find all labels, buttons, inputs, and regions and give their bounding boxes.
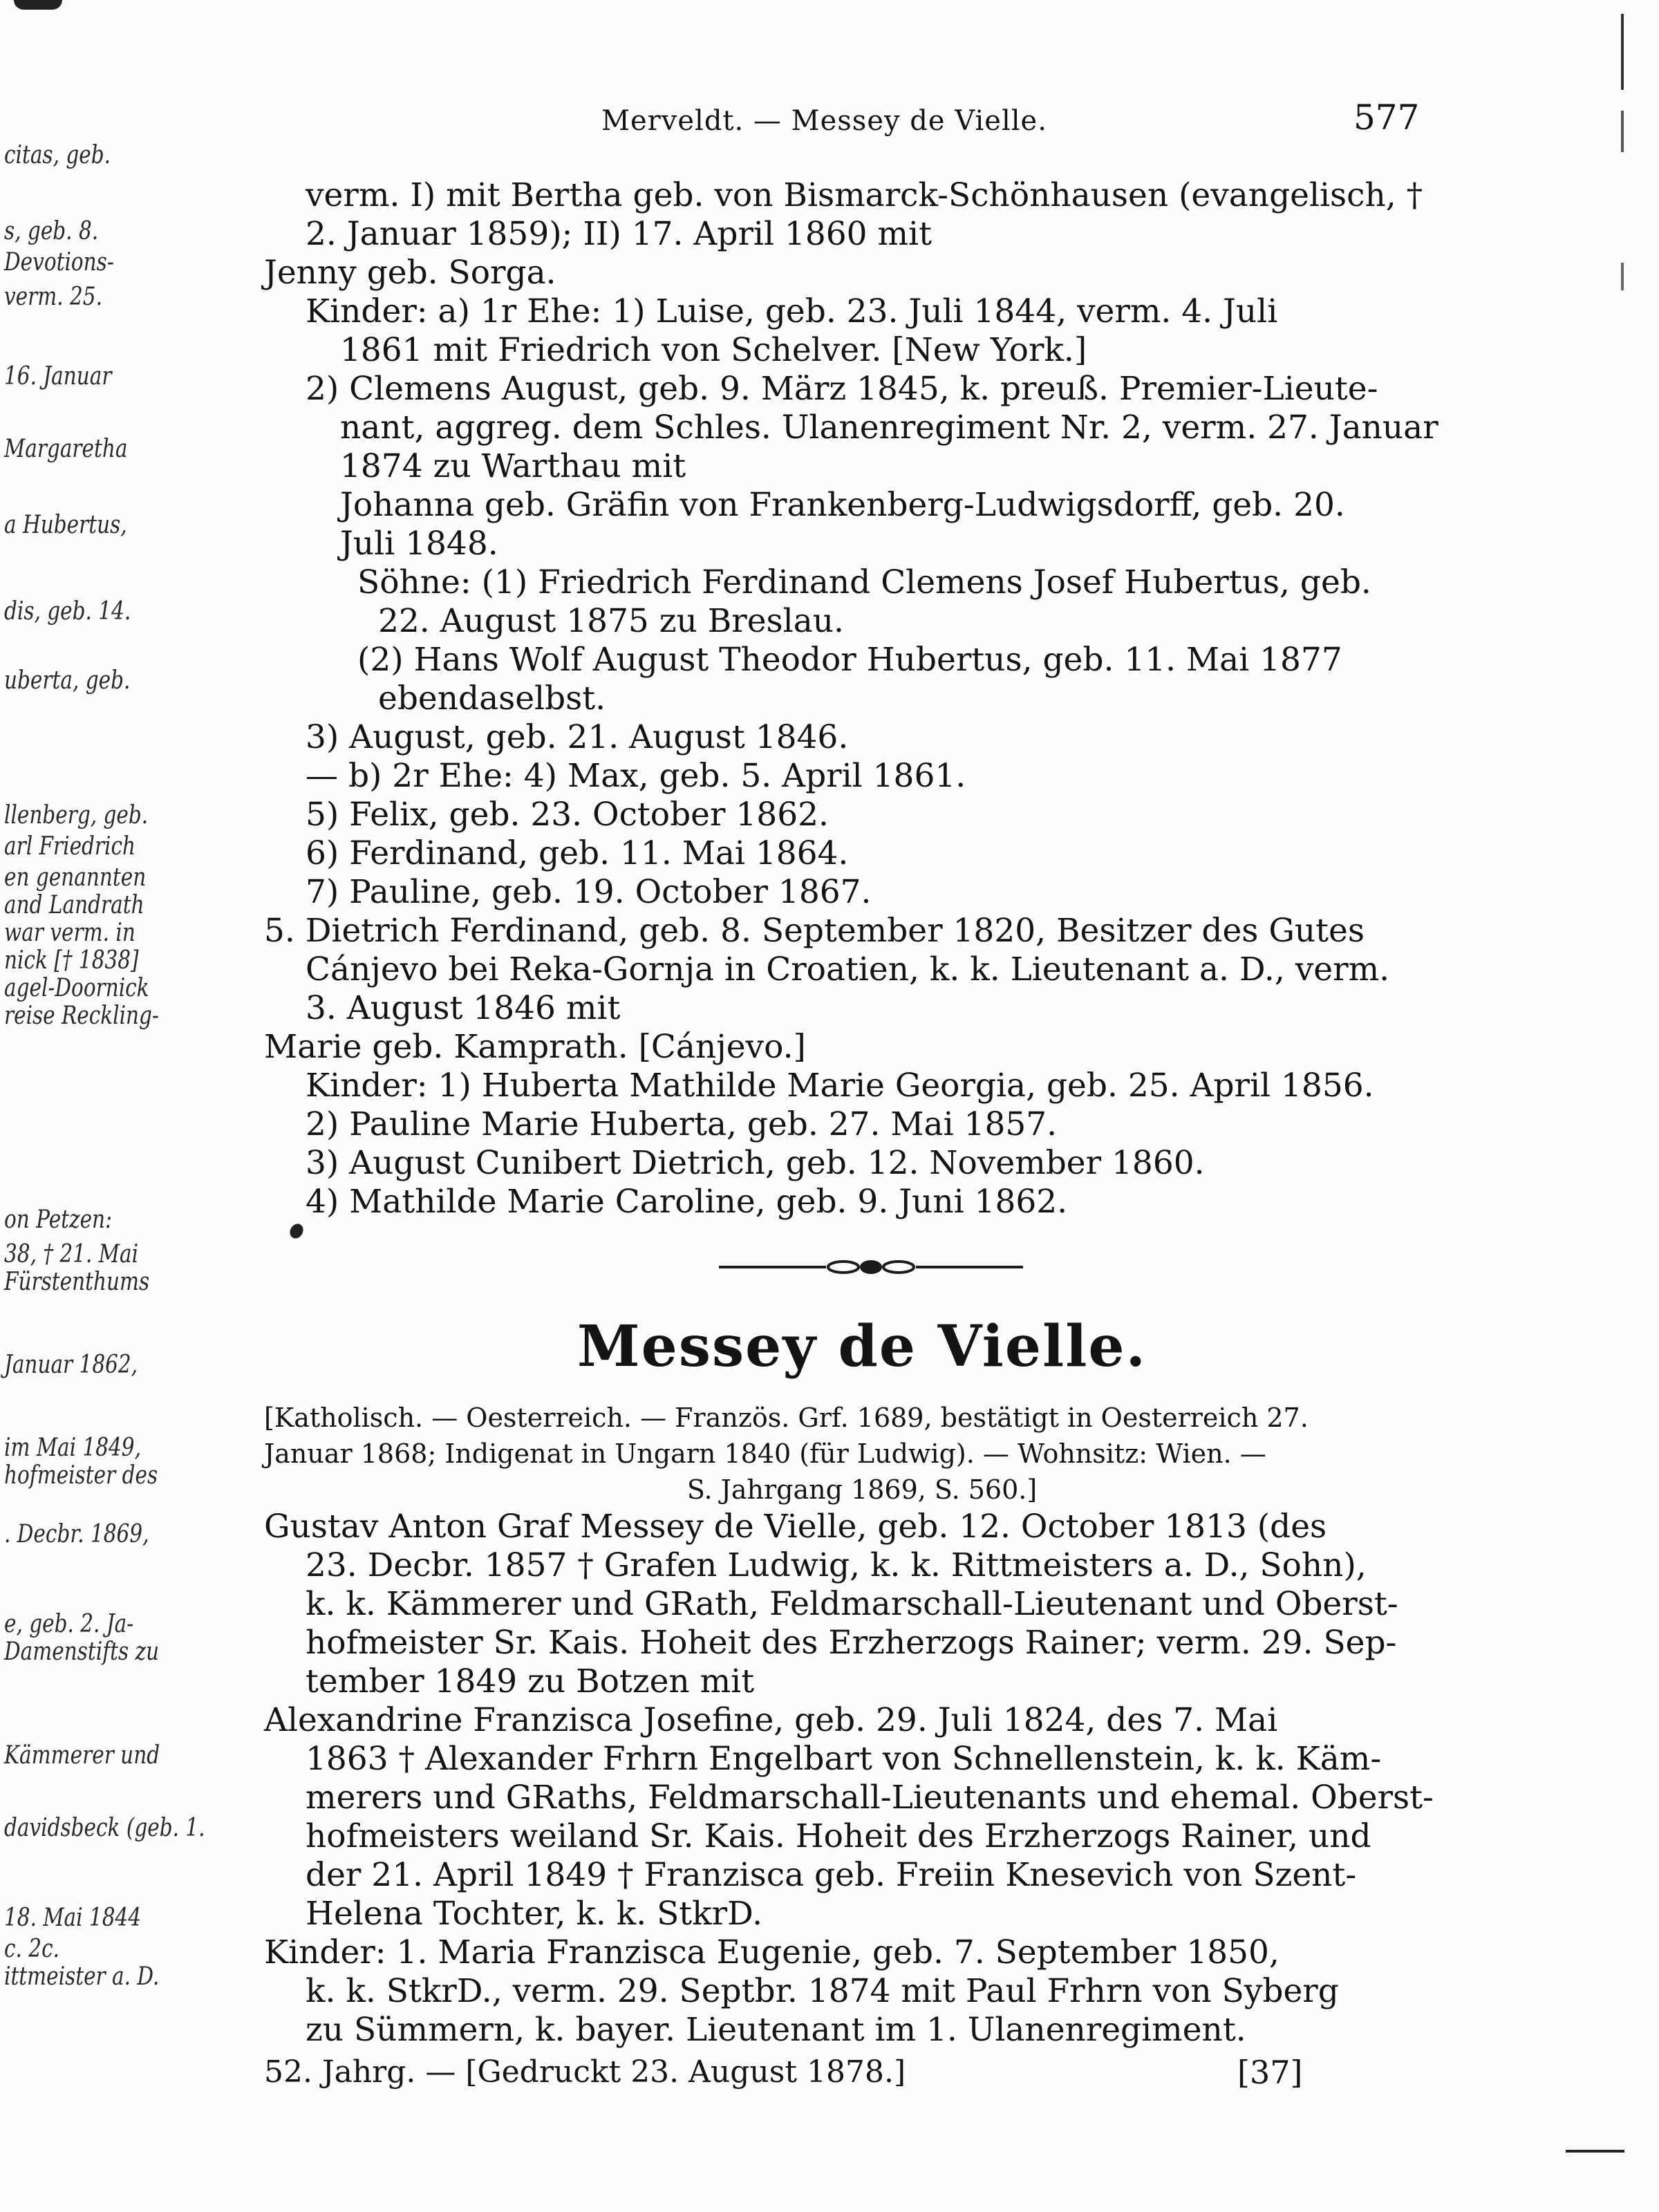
text-line: Kinder: 1) Huberta Mathilde Marie Georgia, geb. 25. April 1856. bbox=[306, 1067, 1374, 1105]
ink-blot bbox=[288, 1221, 306, 1241]
text-line: — b) 2r Ehe: 4) Max, geb. 5. April 1861. bbox=[306, 757, 966, 795]
margin-fragment: Damenstifts zu bbox=[4, 1638, 160, 1666]
margin-fragment: verm. 25. bbox=[4, 283, 102, 311]
text-line: 23. Decbr. 1857 † Grafen Ludwig, k. k. Rittmeisters a. D., Sohn), bbox=[306, 1546, 1367, 1584]
family-intro-line: Januar 1868; Indigenat in Ungarn 1840 (für Ludwig). — Wohnsitz: Wien. — bbox=[264, 1438, 1266, 1469]
margin-fragment: 18. Mai 1844 bbox=[4, 1904, 142, 1932]
text-line: 5) Felix, geb. 23. October 1862. bbox=[306, 796, 829, 834]
text-line: Juli 1848. bbox=[340, 525, 498, 563]
margin-fragment: davidsbeck (geb. 1. bbox=[4, 1814, 205, 1842]
text-line: tember 1849 zu Botzen mit bbox=[306, 1662, 755, 1700]
margin-fragment: uberta, geb. bbox=[4, 666, 131, 695]
margin-fragment: hofmeister des bbox=[4, 1461, 158, 1490]
text-line: 3) August, geb. 21. August 1846. bbox=[306, 718, 849, 756]
margin-fragment: dis, geb. 14. bbox=[4, 597, 131, 626]
text-line: Gustav Anton Graf Messey de Vielle, geb. 12. October 1813 (des bbox=[264, 1508, 1327, 1546]
margin-fragment: reise Reckling- bbox=[4, 1002, 159, 1030]
text-line: 3) August Cunibert Dietrich, geb. 12. November 1860. bbox=[306, 1144, 1205, 1182]
text-line: 2) Clemens August, geb. 9. März 1845, k. preuß. Premier-Lieute- bbox=[306, 370, 1378, 408]
margin-fragment: arl Friedrich bbox=[4, 832, 136, 861]
text-line: k. k. StkrD., verm. 29. Septbr. 1874 mit Paul Frhrn von Syberg bbox=[306, 1972, 1339, 2010]
text-line: Kinder: 1. Maria Franzisca Eugenie, geb. 7. September 1850, bbox=[264, 1933, 1280, 1971]
text-line: merers und GRaths, Feldmarschall-Lieutenants und ehemal. Oberst- bbox=[306, 1779, 1434, 1817]
margin-fragment: Kämmerer und bbox=[4, 1741, 160, 1770]
text-line: (2) Hans Wolf August Theodor Hubertus, geb. 11. Mai 1877 bbox=[357, 641, 1342, 679]
margin-fragment: war verm. in bbox=[4, 919, 135, 947]
facing-page-bleed bbox=[0, 0, 205, 2212]
margin-fragment: citas, geb. bbox=[4, 141, 111, 169]
binding-edge-line bbox=[1621, 263, 1624, 290]
margin-fragment: Januar 1862, bbox=[4, 1351, 138, 1379]
margin-fragment: and Landrath bbox=[4, 891, 144, 919]
margin-fragment: Fürstenthums bbox=[4, 1268, 150, 1296]
text-line: 5. Dietrich Ferdinand, geb. 8. September 1820, Besitzer des Gutes bbox=[264, 912, 1365, 950]
text-line: Jenny geb. Sorga. bbox=[264, 254, 556, 292]
margin-fragment: s, geb. 8. bbox=[4, 217, 99, 245]
margin-fragment: agel-Doornick bbox=[4, 974, 149, 1002]
text-line: 1874 zu Warthau mit bbox=[340, 447, 686, 485]
text-line: hofmeisters weiland Sr. Kais. Hoheit des Erzherzogs Rainer, und bbox=[306, 1817, 1371, 1855]
signature-mark: [37] bbox=[1237, 2054, 1303, 2091]
text-line: Söhne: (1) Friedrich Ferdinand Clemens Josef Hubertus, geb. bbox=[357, 563, 1371, 601]
text-line: Cánjevo bei Reka-Gornja in Croatien, k. k. Lieutenant a. D., verm. bbox=[306, 950, 1390, 988]
text-line: 7) Pauline, geb. 19. October 1867. bbox=[306, 873, 872, 911]
text-line: 1863 † Alexander Frhrn Engelbart von Schnellenstein, k. k. Käm- bbox=[306, 1740, 1382, 1778]
text-line: 1861 mit Friedrich von Schelver. [New York.] bbox=[340, 331, 1087, 369]
margin-fragment: ittmeister a. D. bbox=[4, 1962, 160, 1991]
binding-edge-line bbox=[1621, 111, 1624, 152]
text-line: k. k. Kämmerer und GRath, Feldmarschall-Lieutenant und Oberst- bbox=[306, 1585, 1398, 1623]
margin-fragment: . Decbr. 1869, bbox=[4, 1520, 149, 1548]
margin-fragment: on Petzen: bbox=[4, 1206, 113, 1234]
margin-fragment: a Hubertus, bbox=[4, 511, 127, 539]
section-title: Messey de Vielle. bbox=[577, 1313, 1147, 1380]
text-line: hofmeister Sr. Kais. Hoheit des Erzherzogs Rainer; verm. 29. Sep- bbox=[306, 1624, 1397, 1662]
margin-fragment: Margaretha bbox=[4, 435, 128, 463]
text-line: Johanna geb. Gräfin von Frankenberg-Ludwigsdorff, geb. 20. bbox=[340, 486, 1345, 524]
text-line: der 21. April 1849 † Franzisca geb. Freiin Knesevich von Szent- bbox=[306, 1856, 1357, 1894]
text-line: 6) Ferdinand, geb. 11. Mai 1864. bbox=[306, 834, 849, 872]
family-intro-line: [Katholisch. — Oesterreich. — Französ. Grf. 1689, bestätigt in Oesterreich 27. bbox=[264, 1403, 1309, 1433]
text-line: Helena Tochter, k. k. StkrD. bbox=[306, 1895, 763, 1933]
margin-fragment: nick [† 1838] bbox=[4, 946, 139, 975]
divider-ornament bbox=[719, 1257, 1023, 1277]
edge-ink-mark bbox=[1566, 2150, 1624, 2153]
merveldt-entry bbox=[264, 176, 1460, 1221]
text-line: 2. Januar 1859); II) 17. April 1860 mit bbox=[306, 215, 932, 253]
text-line: 2) Pauline Marie Huberta, geb. 27. Mai 1857. bbox=[306, 1105, 1058, 1143]
margin-fragment: c. 2c. bbox=[4, 1935, 60, 1963]
text-line: nant, aggreg. dem Schles. Ulanenregiment Nr. 2, verm. 27. Januar bbox=[340, 409, 1438, 447]
margin-fragment: 16. Januar bbox=[4, 362, 112, 391]
margin-fragment: en genannten bbox=[4, 863, 147, 892]
text-line: Marie geb. Kamprath. [Cánjevo.] bbox=[264, 1028, 806, 1066]
margin-fragment: Devotions- bbox=[4, 248, 114, 276]
margin-fragment: llenberg, geb. bbox=[4, 801, 149, 830]
binding-edge-line bbox=[1621, 14, 1624, 90]
margin-fragment: im Mai 1849, bbox=[4, 1434, 141, 1462]
text-line: 3. August 1846 mit bbox=[306, 989, 621, 1027]
page-number: 577 bbox=[1353, 97, 1420, 138]
text-line: 22. August 1875 zu Breslau. bbox=[378, 602, 844, 640]
text-line: zu Sümmern, k. bayer. Lieutenant im 1. Ulanenregiment. bbox=[306, 2011, 1246, 2049]
text-line: ebendaselbst. bbox=[378, 679, 606, 718]
text-line: Kinder: a) 1r Ehe: 1) Luise, geb. 23. Juli 1844, verm. 4. Juli bbox=[306, 292, 1278, 330]
text-line: Alexandrine Franzisca Josefine, geb. 29. Juli 1824, des 7. Mai bbox=[264, 1701, 1278, 1739]
text-line: verm. I) mit Bertha geb. von Bismarck-Schönhausen (evangelisch, † bbox=[306, 176, 1423, 214]
margin-fragment: e, geb. 2. Ja- bbox=[4, 1610, 134, 1638]
messey-entry bbox=[264, 1400, 1460, 2050]
margin-fragment: 38, † 21. Mai bbox=[4, 1240, 139, 1268]
footer-imprint: 52. Jahrg. — [Gedruckt 23. August 1878.] bbox=[264, 2054, 906, 2090]
running-head: Merveldt. — Messey de Vielle. bbox=[601, 105, 1047, 137]
text-line: 4) Mathilde Marie Caroline, geb. 9. Juni 1862. bbox=[306, 1183, 1068, 1221]
family-intro-line: S. Jahrgang 1869, S. 560.] bbox=[686, 1474, 1038, 1505]
